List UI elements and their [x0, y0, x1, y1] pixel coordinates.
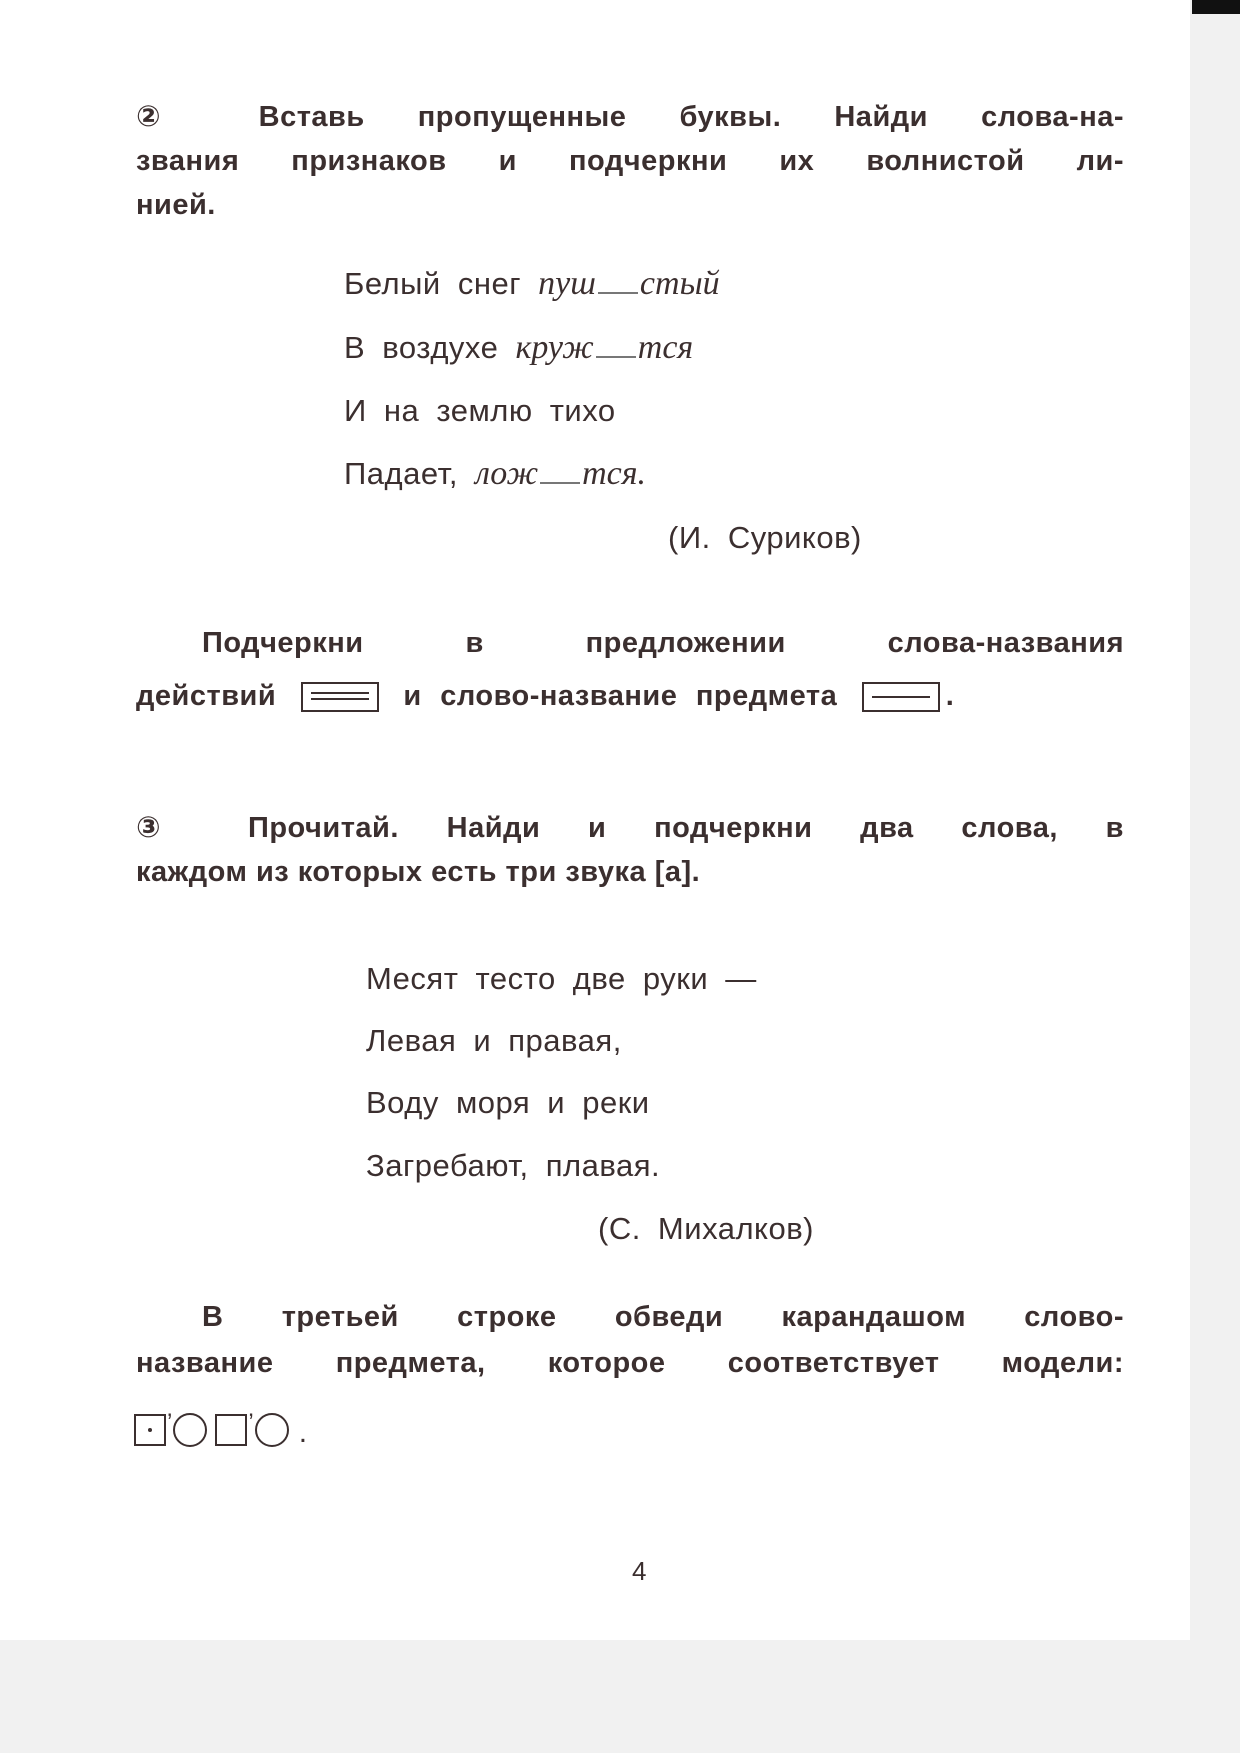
syllable-square-icon [215, 1414, 247, 1446]
poem1-line: В воздухе круж тся [344, 329, 694, 366]
soft-mark: ’ [248, 1409, 254, 1436]
poem2-line: Воду моря и реки [366, 1085, 650, 1120]
double-underline-icon [301, 682, 379, 712]
single-underline-icon [862, 682, 940, 712]
task2-line-2: звания признаков и подчеркни их волнистой ли- [136, 145, 1124, 177]
poem1-author: (И. Суриков) [668, 520, 862, 555]
sound-model [134, 1410, 307, 1450]
task2-line-3: нией. [136, 189, 216, 221]
task2-extra-1: Подчеркни в предложении слова-названия [202, 627, 1124, 659]
soft-mark: ’ [167, 1409, 173, 1436]
blank[interactable] [540, 468, 580, 484]
model-period: . [298, 1416, 308, 1449]
poem1-line: Белый снег пуш стый [344, 265, 720, 302]
task3-line-1: ③ Прочитай. Найди и подчеркни два слова, в [136, 812, 1124, 844]
poem2-author: (С. Михалков) [598, 1211, 814, 1246]
scan-edge [1192, 0, 1240, 14]
task2-extra-2: действий и слово-название предмета . [136, 680, 955, 712]
poem1-line: Падает, лож тся. [344, 455, 647, 492]
task3-extra-1: В третьей строке обведи карандашом слово- [202, 1301, 1124, 1333]
vowel-circle-icon [255, 1413, 289, 1447]
task2-line-1: ② Вставь пропущенные буквы. Найди слова-на- [136, 101, 1124, 133]
blank[interactable] [596, 342, 636, 358]
blank[interactable] [598, 278, 638, 294]
poem1-line: И на землю тихо [344, 393, 616, 428]
poem2-line: Левая и правая, [366, 1023, 622, 1058]
vowel-circle-icon [173, 1413, 207, 1447]
task3-line-2: каждом из которых есть три звука [а]. [136, 856, 701, 888]
poem2-line: Месят тесто две руки — [366, 961, 757, 996]
task3-extra-2: название предмета, которое соответствует модели: [136, 1347, 1124, 1379]
stressed-syllable-square-icon [134, 1414, 166, 1446]
page-number: 4 [632, 1556, 647, 1586]
poem2-line: Загребают, плавая. [366, 1148, 661, 1183]
